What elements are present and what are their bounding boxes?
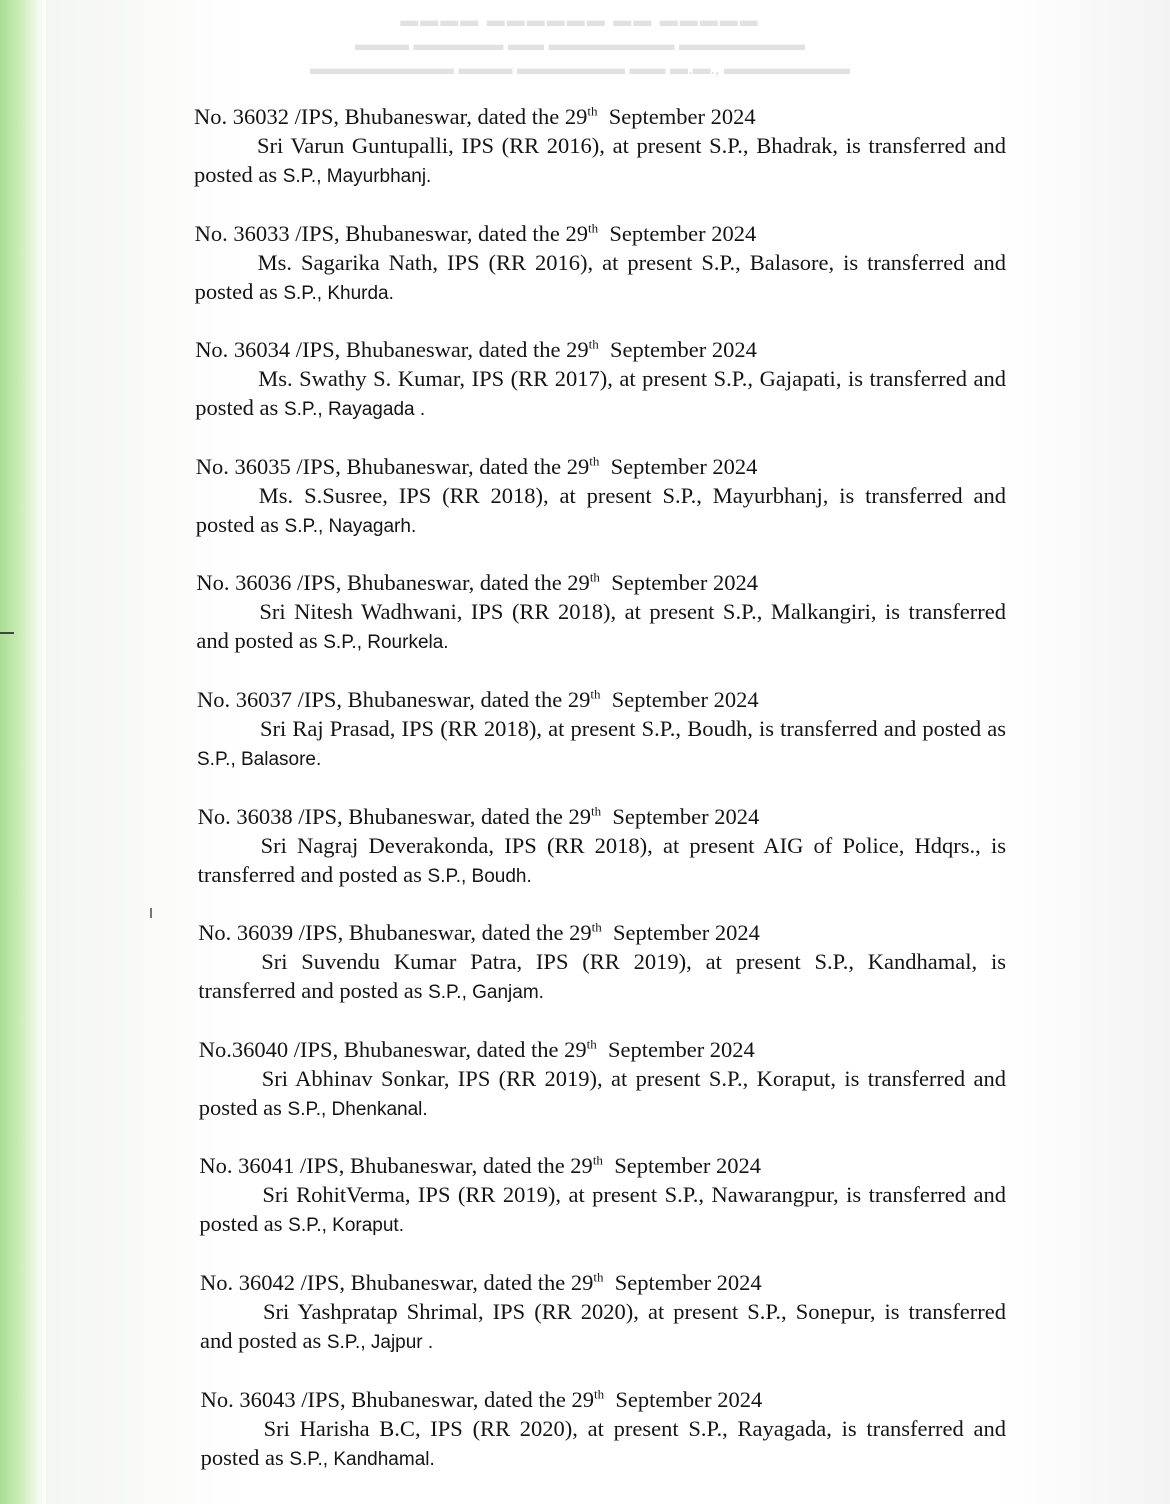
posting-destination: S.P., Rayagada . (283, 399, 426, 421)
day-suffix: th (592, 1152, 603, 1168)
transfer-order (196, 452, 1006, 569)
order-date-rest: September 2024 (599, 570, 759, 596)
order-text: Sri Abhinav Sonkar, IPS (RR 2019), at present S.P., Koraput, is transferred and posted as (198, 1065, 1006, 1120)
margin-tick-mark (0, 632, 14, 634)
order-body (201, 1414, 1006, 1474)
order-body (196, 481, 1006, 541)
order-date-rest: September 2024 (602, 1153, 762, 1179)
order-body (195, 248, 1006, 308)
order-header (199, 1035, 1006, 1064)
order-body (198, 831, 1006, 891)
order-header (196, 452, 1006, 481)
order-header (195, 219, 1006, 248)
order-text: Sri Nagraj Deverakonda, IPS (RR 2018), at present AIG of Police, Hdqrs., is transferred and posted as (197, 832, 1006, 887)
order-body (195, 364, 1006, 424)
order-header (195, 335, 1006, 364)
transfer-order (196, 568, 1006, 685)
order-text: Sri Suvendu Kumar Patra, IPS (RR 2019), at present S.P., Kandhamal, is transferred and posted as (198, 949, 1006, 1004)
order-header (196, 568, 1006, 597)
order-number: No. 36041 /IPS, Bhubaneswar, dated the 29 (199, 1153, 593, 1179)
transfer-order (198, 918, 1006, 1035)
order-number: No. 36039 /IPS, Bhubaneswar, dated the 29 (198, 920, 592, 946)
day-suffix: th (587, 103, 598, 119)
scan-green-edge (0, 0, 46, 1504)
order-date-rest: September 2024 (598, 220, 757, 246)
posting-destination: S.P., Khurda. (283, 282, 394, 304)
order-number: No. 36033 /IPS, Bhubaneswar, dated the 29 (194, 220, 589, 246)
transfer-order (198, 802, 1006, 919)
order-text: Sri Raj Prasad, IPS (RR 2018), at present S.P., Boudh, is transferred and posted as (260, 715, 1006, 741)
transfer-orders-list (194, 102, 1006, 1501)
order-number: No. 36042 /IPS, Bhubaneswar, dated the 29 (200, 1269, 594, 1295)
day-suffix: th (591, 919, 602, 935)
order-header (198, 918, 1006, 947)
order-body (199, 1180, 1006, 1240)
order-text: Sri Yashpratap Shrimal, IPS (RR 2020), at present S.P., Sonepur, is transferred and posted as (200, 1298, 1006, 1353)
order-date-rest: September 2024 (596, 1036, 755, 1062)
day-suffix: th (588, 336, 599, 352)
reverse-side-bleed-through: ▬▬▬▬ ▬▬▬▬▬▬ ▬▬ ▬▬▬▬▬ ▬▬▬ ▬▬▬▬▬ ▬▬ ▬▬▬▬▬▬▬ ▬▬▬▬▬▬▬ ▬▬▬▬▬▬▬▬ ▬▬▬ ▬▬▬▬▬▬ ▬▬ ▬.▬., ▬▬▬▬▬▬▬ (310, 10, 850, 78)
transfer-order (201, 1385, 1006, 1502)
posting-destination: S.P., Balasore. (197, 748, 322, 770)
transfer-order (197, 685, 1006, 802)
order-date-rest: September 2024 (597, 104, 756, 129)
order-date-rest: September 2024 (601, 803, 760, 829)
day-suffix: th (593, 1269, 604, 1285)
day-suffix: th (594, 1386, 605, 1402)
margin-speck (150, 908, 152, 918)
order-header (197, 685, 1006, 714)
order-text: Sri RohitVerma, IPS (RR 2019), at present S.P., Nawarangpur, is transferred and posted as (199, 1182, 1006, 1237)
order-date-rest: September 2024 (599, 453, 758, 479)
order-date-rest: September 2024 (600, 686, 759, 712)
transfer-order (195, 335, 1006, 452)
day-suffix: th (591, 803, 602, 819)
order-number: No. 36038 /IPS, Bhubaneswar, dated the 29 (197, 803, 592, 829)
order-date-rest: September 2024 (603, 1269, 762, 1295)
order-number: No. 36035 /IPS, Bhubaneswar, dated the 29 (195, 453, 590, 479)
posting-destination: S.P., Mayurbhanj. (282, 166, 432, 187)
posting-destination: S.P., Nayagarh. (284, 515, 417, 537)
order-body (200, 1297, 1006, 1357)
order-header (199, 1151, 1006, 1180)
order-header (198, 802, 1006, 831)
order-text: Ms. Sagarika Nath, IPS (RR 2016), at present S.P., Balasore, is transferred and posted as (194, 249, 1006, 304)
order-text: Sri Varun Guntupalli, IPS (RR 2016), at present S.P., Bhadrak, is transferred and posted as (194, 133, 1006, 187)
order-number: No. 36037 /IPS, Bhubaneswar, dated the 29 (197, 686, 591, 712)
order-date-rest: September 2024 (601, 920, 760, 946)
posting-destination: S.P., Rourkela. (323, 632, 449, 654)
order-body (199, 1064, 1006, 1124)
posting-destination: S.P., Koraput. (288, 1215, 404, 1237)
order-date-rest: September 2024 (604, 1386, 763, 1412)
posting-destination: S.P., Kandhamal. (289, 1448, 435, 1470)
order-header (201, 1385, 1006, 1414)
order-header (194, 102, 1006, 131)
order-body (196, 597, 1006, 657)
order-number: No.36040 /IPS, Bhubaneswar, dated the 29 (198, 1036, 587, 1062)
order-text: Ms. S.Susree, IPS (RR 2018), at present S.P., Mayurbhanj, is transferred and posted as (195, 482, 1006, 537)
transfer-order (200, 1268, 1006, 1385)
transfer-order (199, 1035, 1006, 1152)
order-text: Ms. Swathy S. Kumar, IPS (RR 2017), at present S.P., Gajapati, is transferred and posted as (195, 366, 1006, 421)
order-text: Sri Harisha B.C, IPS (RR 2020), at present S.P., Rayagada, is transferred and posted as (200, 1415, 1006, 1470)
day-suffix: th (588, 220, 599, 236)
transfer-order (194, 102, 1006, 219)
order-body (198, 947, 1006, 1007)
order-header (200, 1268, 1006, 1297)
order-number: No. 36034 /IPS, Bhubaneswar, dated the 29 (195, 337, 589, 363)
transfer-order (199, 1151, 1006, 1268)
day-suffix: th (589, 453, 600, 469)
order-number: No. 36043 /IPS, Bhubaneswar, dated the 29 (200, 1386, 595, 1412)
transfer-order (195, 219, 1006, 336)
order-number: No. 36032 /IPS, Bhubaneswar, dated the 29 (194, 104, 588, 129)
posting-destination: S.P., Ganjam. (428, 982, 544, 1004)
order-text: Sri Nitesh Wadhwani, IPS (RR 2018), at present S.P., Malkangiri, is transferred and posted as (196, 599, 1006, 654)
posting-destination: S.P., Jajpur . (326, 1331, 434, 1353)
order-body (197, 714, 1006, 774)
day-suffix: th (590, 686, 601, 702)
order-date-rest: September 2024 (598, 337, 757, 363)
day-suffix: th (589, 569, 600, 585)
posting-destination: S.P., Boudh. (427, 865, 532, 887)
order-number: No. 36036 /IPS, Bhubaneswar, dated the 29 (196, 570, 590, 596)
posting-destination: S.P., Dhenkanal. (287, 1098, 428, 1120)
order-body (194, 131, 1006, 191)
day-suffix: th (586, 1036, 597, 1052)
